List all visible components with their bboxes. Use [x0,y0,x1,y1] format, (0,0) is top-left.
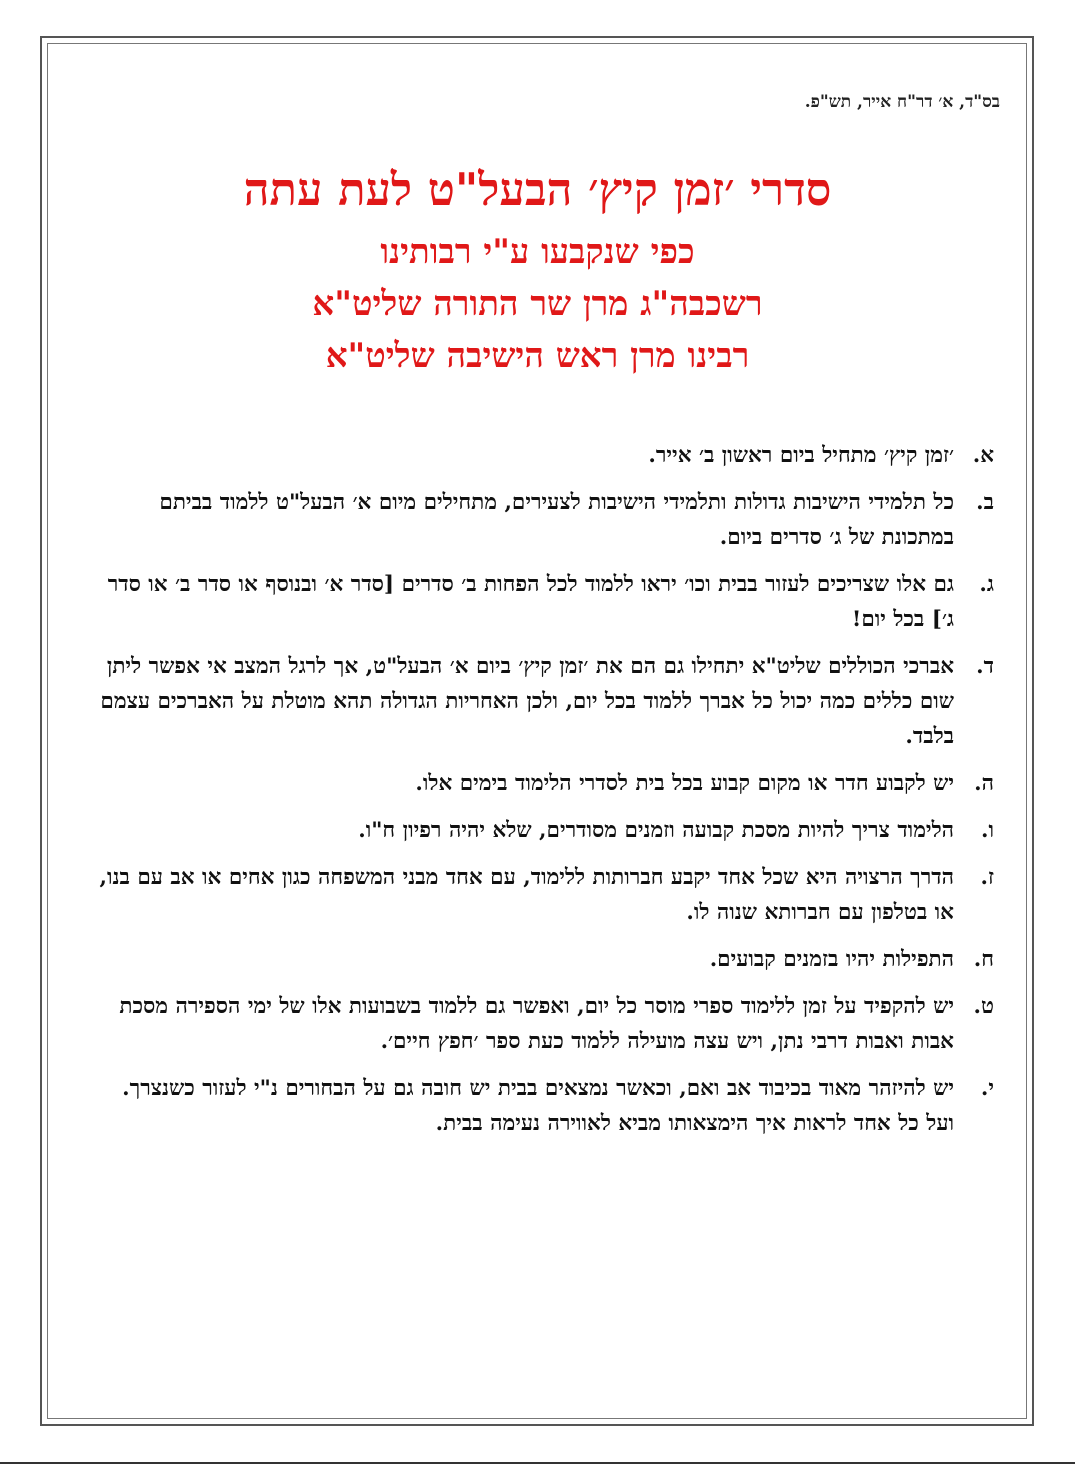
subtitle-block [60,226,1015,382]
item-letter: ה. [974,771,994,796]
bottom-divider [0,1462,1075,1464]
item-text: כל תלמידי הישיבות גדולות ותלמידי הישיבות לצעירים, מתחילים מיום א׳ הבעל"ט ללמוד בביתם במתכונת של ג׳ סדרים ביום. [159,490,954,550]
item-text: יש לקבוע חדר או מקום קבוע בכל בית לסדרי הלימוד בימים אלו. [415,771,954,796]
item-letter: ב. [976,490,994,515]
item-text: גם אלו שצריכים לעזור בבית וכו׳ יראו ללמוד לכל הפחות ב׳ סדרים [סדר א׳ ובנוסף או סדר ב׳ או סדר ג׳] בכל יום! [107,572,954,632]
list-item [96,1071,994,1141]
item-letter: ד. [976,654,994,679]
date-line: בס"ד, א׳ דר"ח אייר, תש"פ. [804,92,1000,112]
item-text: הלימוד צריך להיות מסכת קבועה וזמנים מסודרים, שלא יהיה רפיון ח"ו. [358,818,954,843]
item-text: התפילות יהיו בזמנים קבועים. [709,947,954,972]
item-text: יש להיזהר מאוד בכיבוד אב ואם, וכאשר נמצאים בבית יש חובה גם על הבחורים נ"י לעזור כשנצרך. ועל כל אחד לראות איך הימצאותו מביא לאווירה נעימה בבית. [122,1076,954,1136]
item-letter: ז. [980,865,994,890]
subtitle-line: רשכבה"ג מרן שר התורה שליט"א [312,284,763,324]
item-letter: ט. [973,994,994,1019]
list-item [96,860,994,930]
list-item [96,485,994,555]
item-letter: ו. [981,818,994,843]
document-title: סדרי ׳זמן קיץ׳ הבעל"ט לעת עתה [243,163,832,216]
item-text: ׳זמן קיץ׳ מתחיל ביום ראשון ב׳ אייר. [648,443,954,468]
instructions-list [96,438,994,1153]
item-text: הדרך הרצויה היא שכל אחד יקבע חברותות ללימוד, עם אחד מבני המשפחה כגון אחים או אב עם בנו, או בטלפון עם חברותא שנוה לו. [99,865,954,925]
list-item [96,813,994,848]
list-item [96,438,994,473]
subtitle-line: רבינו מרן ראש הישיבה שליט"א [325,336,750,376]
list-item [96,766,994,801]
list-item [96,942,994,977]
item-letter: י. [980,1076,994,1101]
item-text: יש להקפיד על זמן ללימוד ספרי מוסר כל יום, ואפשר גם ללמוד בשבועות אלו של ימי הספירה מסכת אבות ואבות דרבי נתן, ויש עצה מועילה ללמוד כעת ספר ׳חפץ חיים׳. [119,994,954,1054]
subtitle-line: כפי שנקבעו ע"י רבותינו [380,232,695,272]
list-item [96,989,994,1059]
item-text: אברכי הכוללים שליט"א יתחילו גם הם את ׳זמן קיץ׳ ביום א׳ הבעל"ט, אך לרגל המצב אי אפשר ליתן שום כללים כמה יכול כל אברך ללמוד בכל יום, ולכן האחריות הגדולה תהא מוטלת על האברכים עצמם בלבד. [100,654,954,749]
list-item [96,649,994,754]
item-letter: ג. [979,572,994,597]
item-letter: א. [972,443,994,468]
item-letter: ח. [973,947,994,972]
list-item [96,567,994,637]
